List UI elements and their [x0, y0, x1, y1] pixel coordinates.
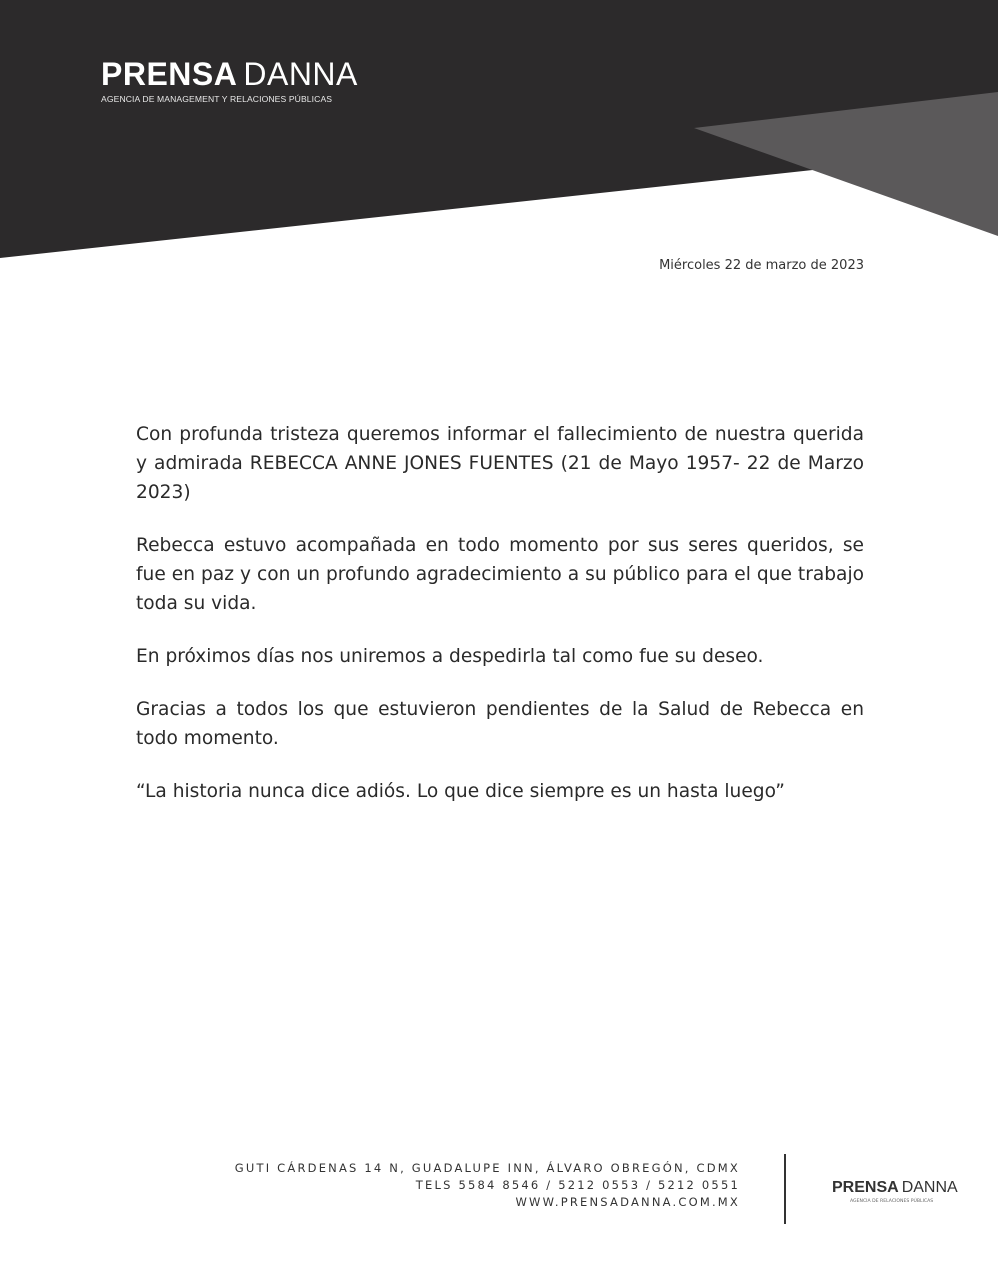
footer-website: WWW.PRENSADANNA.COM.MX — [515, 1195, 740, 1209]
paragraph-quote: “La historia nunca dice adiós. Lo que dice siempre es un hasta luego” — [136, 781, 785, 802]
brand-logo — [101, 58, 358, 104]
footer-phones: TELS 5584 8546 / 5212 0553 / 5212 0551 — [415, 1178, 740, 1192]
footer — [0, 1150, 998, 1240]
footer-contact — [235, 1160, 740, 1211]
footer-brand-name — [832, 1180, 958, 1196]
footer-address: GUTI CÁRDENAS 14 N, GUADALUPE INN, ÁLVARO OBREGÓN, CDMX — [234, 1161, 740, 1175]
paragraph-announcement: Con profunda tristeza queremos informar el fallecimiento de nuestra querida y admirada REBECCA ANNE JONES FUENTES (21 de Mayo 1957- 22 de Marzo 2023) — [136, 424, 864, 503]
paragraph-family: Rebecca estuvo acompañada en todo momento por sus seres queridos, se fue en paz y con un profundo agradecimiento a su público para el que trabajo toda su vida. — [136, 535, 864, 614]
header-banner — [0, 0, 998, 270]
paragraph-farewell: En próximos días nos uniremos a despedirla tal como fue su deseo. — [136, 646, 764, 667]
statement-body — [136, 420, 864, 830]
footer-logo — [832, 1180, 958, 1205]
brand-name-bold: PRENSA — [101, 56, 238, 92]
footer-brand-bold: PRENSA — [832, 1179, 899, 1196]
footer-brand-tagline: AGENCIA DE RELACIONES PÚBLICAS — [850, 1199, 934, 1204]
paragraph-thanks: Gracias a todos los que estuvieron pendientes de la Salud de Rebecca en todo momento. — [136, 699, 864, 749]
footer-brand-light: DANNA — [901, 1179, 958, 1196]
footer-divider — [784, 1154, 786, 1224]
brand-name-light: DANNA — [243, 56, 358, 92]
brand-tagline: AGENCIA DE MANAGEMENT Y RELACIONES PÚBLICAS — [101, 94, 333, 104]
document-date: Miércoles 22 de marzo de 2023 — [659, 258, 864, 273]
brand-name — [101, 58, 358, 90]
